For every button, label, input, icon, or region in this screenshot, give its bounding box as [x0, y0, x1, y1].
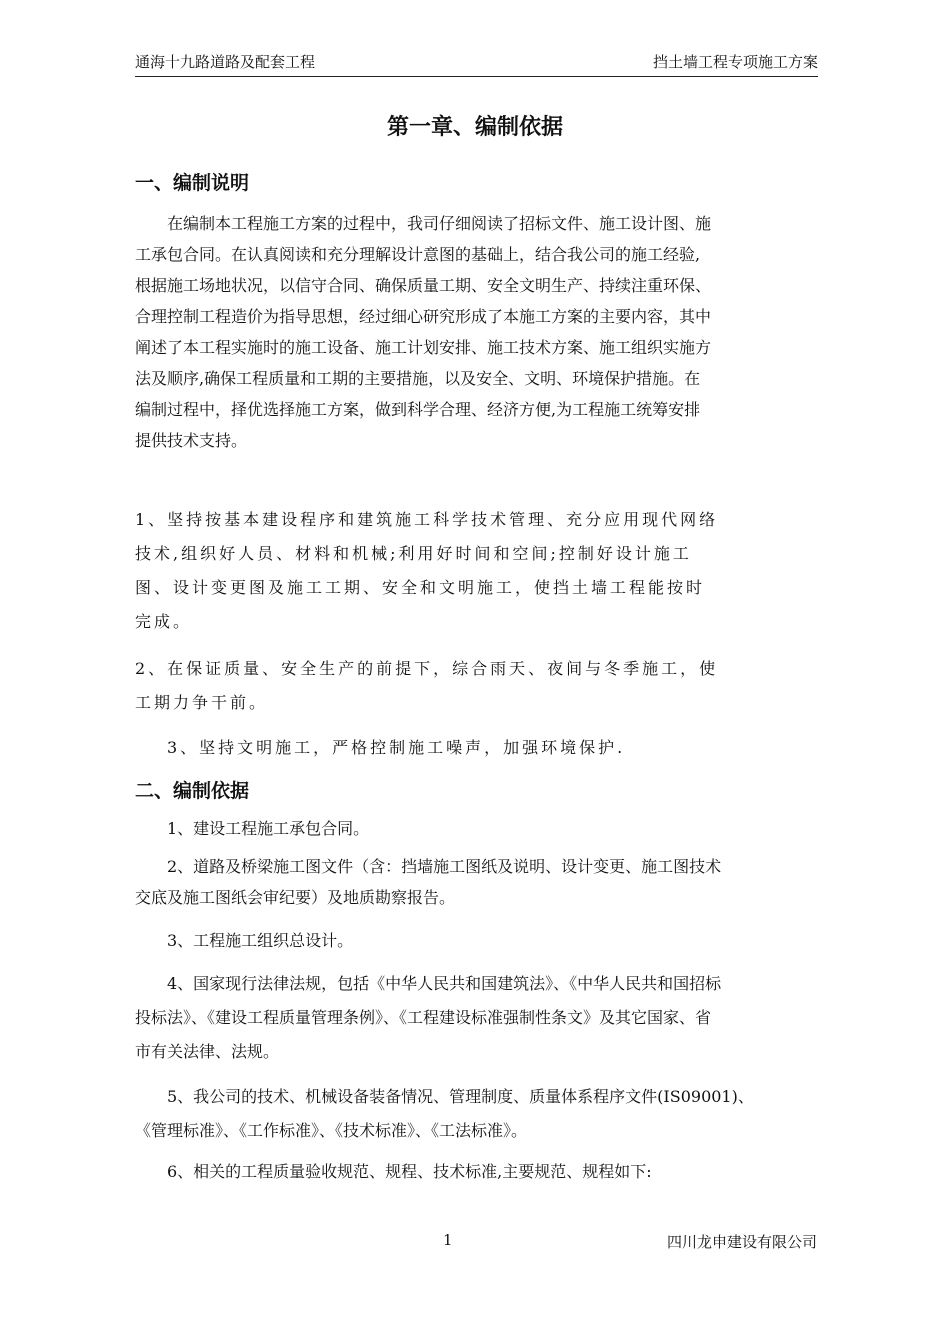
basis-line: 1、建设工程施工承包合同。	[167, 819, 370, 838]
basis-item-6	[135, 1156, 818, 1187]
item-line: 完成。	[135, 612, 193, 631]
basis-line: 《管理标准》、《工作标准》、《技术标准》、《工法标准》。	[135, 1121, 528, 1140]
item-line: 3、坚持文明施工，严格控制施工噪声，加强环境保护.	[167, 738, 626, 757]
basis-line: 6、相关的工程质量验收规范、规程、技术标准,主要规范、规程如下:	[167, 1162, 652, 1181]
item-line: 技术,组织好人员、材料和机械;利用好时间和空间;控制好设计施工	[135, 544, 692, 563]
intro-line: 提供技术支持。	[135, 431, 248, 450]
basis-item-5	[135, 1080, 818, 1148]
intro-line: 根据施工场地状况，以信守合同、确保质量工期、安全文明生产、持续注重环保、	[135, 276, 712, 295]
basis-line: 3、工程施工组织总设计。	[167, 931, 354, 950]
basis-item-1	[135, 813, 818, 844]
basis-line: 2、道路及桥梁施工图文件（含：挡墙施工图纸及说明、设计变更、施工图技术	[167, 857, 722, 876]
section1-intro-paragraph	[135, 208, 818, 456]
basis-line: 4、国家现行法律法规，包括《中华人民共和国建筑法》、《中华人民共和国招标	[167, 974, 722, 993]
section1-heading: 一、编制说明	[135, 172, 250, 194]
section2-heading: 二、编制依据	[135, 780, 250, 802]
item-line: 2、在保证质量、安全生产的前提下，综合雨天、夜间与冬季施工，使	[135, 659, 719, 678]
section1-item-2	[135, 652, 818, 720]
basis-line: 5、我公司的技术、机械设备装备情况、管理制度、质量体系程序文件(IS09001)、	[167, 1087, 754, 1106]
chapter-title: 第一章、编制依据	[386, 115, 563, 140]
basis-item-2	[135, 851, 818, 913]
basis-line: 交底及施工图纸会审纪要）及地质勘察报告。	[135, 888, 456, 907]
intro-line: 阐述了本工程实施时的施工设备、施工计划安排、施工技术方案、施工组织实施方	[135, 338, 712, 357]
header-document-name: 挡土墙工程专项施工方案	[652, 53, 818, 71]
item-line: 1、坚持按基本建设程序和建筑施工科学技术管理、充分应用现代网络	[135, 510, 719, 529]
header-project-name: 通海十九路道路及配套工程	[135, 53, 316, 71]
basis-item-4	[135, 967, 818, 1069]
intro-line: 法及顺序,确保工程质量和工期的主要措施，以及安全、文明、环境保护措施。在	[135, 369, 701, 388]
intro-line: 在编制本工程施工方案的过程中，我司仔细阅读了招标文件、施工设计图、施	[167, 214, 712, 233]
page-number: 1	[443, 1231, 453, 1249]
intro-line: 合理控制工程造价为指导思想，经过细心研究形成了本施工方案的主要内容，其中	[135, 307, 712, 326]
page-header	[135, 52, 818, 77]
section1-item-3	[135, 732, 818, 763]
intro-line: 编制过程中，择优选择施工方案，做到科学合理、经济方便,为工程施工统筹安排	[135, 400, 701, 419]
basis-line: 市有关法律、法规。	[135, 1042, 280, 1061]
basis-item-3	[135, 925, 818, 956]
footer-company-name: 四川龙申建设有限公司	[666, 1233, 817, 1251]
item-line: 工期力争干前。	[135, 693, 269, 712]
intro-line: 工承包合同。在认真阅读和充分理解设计意图的基础上，结合我公司的施工经验,	[135, 245, 701, 264]
item-line: 图、设计变更图及施工工期、安全和文明施工，使挡土墙工程能按时	[135, 578, 706, 597]
section1-item-1	[135, 503, 818, 639]
basis-line: 投标法》、《建设工程质量管理条例》、《工程建设标准强制性条文》及其它国家、省	[135, 1008, 712, 1027]
